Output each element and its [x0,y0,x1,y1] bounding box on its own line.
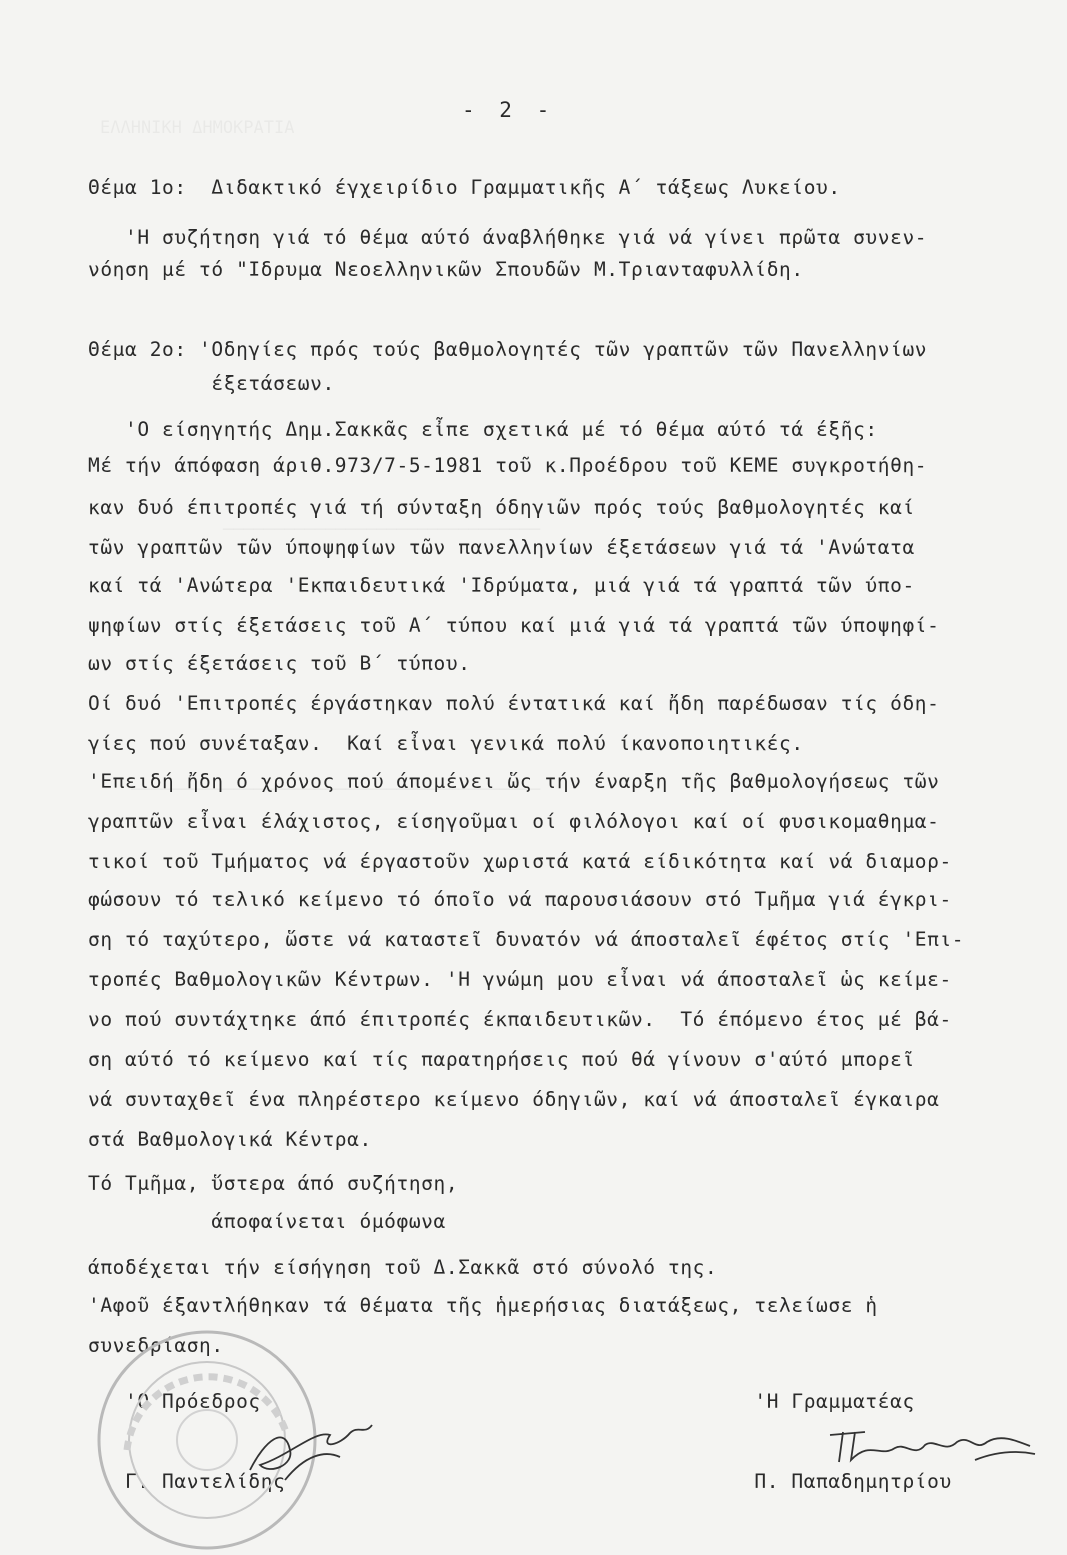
text-line: φώσουν τό τελικό κείμενο τό όποῖο νά παρουσιάσουν στό Τμῆμα γιά έγκρι- [88,888,952,911]
text-line: Θέμα 2ο: 'Οδηγίες πρός τούς βαθμολογητές τῶν γραπτῶν τῶν Πανελληνίων [88,338,928,361]
text-line: γραπτῶν εἶναι έλάχιστος, είσηγοῦμαι οί φιλόλογοι καί οί φυσικομαθημα- [88,810,940,833]
show-through-text [100,118,294,138]
text-line: καν δυό έπιτροπές γιά τή σύνταξη όδηγιῶν πρός τούς βαθμολογητές καί [88,496,915,519]
text-line: τροπές Βαθμολογικῶν Κέντρων. 'Η γνώμη μου εἶναι νά άποσταλεῖ ὡς κείμε- [88,968,952,991]
text-line: ση τό ταχύτερο, ὥστε νά καταστεῖ δυνατόν νά άποσταλεῖ έφέτος στίς 'Επι- [88,928,965,951]
text-line: έξετάσεων. [88,372,335,395]
text-line: στά Βαθμολογικά Κέντρα. [88,1128,372,1151]
text-line: ψηφίων στίς έξετάσεις τοῦ Α΄ τύπου καί μιά γιά τά γραπτά τῶν ύποψηφί- [88,614,940,637]
text-line: 'Ο είσηγητής Δημ.Σακκᾶς εἶπε σχετικά μέ τό θέμα αύτό τά έξῆς: [88,418,878,441]
text-line: 'Η συζήτηση γιά τό θέμα αύτό άναβλήθηκε γιά νά γίνει πρῶτα συνεν- [88,226,928,249]
text-line: καί τά 'Ανώτερα 'Εκπαιδευτικά 'Ιδρύματα, μιά γιά τά γραπτά τῶν ύπο- [88,574,915,597]
page-number: - 2 - [462,98,556,122]
text-line: νόηση μέ τό "Ιδρυμα Νεοελληνικῶν Σπουδῶν Μ.Τριανταφυλλίδη. [88,258,804,281]
text-line: τῶν γραπτῶν τῶν ύποψηφίων τῶν πανελληνίων έξετάσεων γιά τά 'Ανώτατα [88,536,915,559]
signature-secretary-icon [825,1420,1040,1480]
text-line: τικοί τοῦ Τμήματος νά έργαστοῦν χωριστά κατά είδικότητα καί νά διαμορ- [88,850,952,873]
text-line: Τό Τμῆμα, ὕστερα άπό συζήτηση, [88,1172,459,1195]
text-line: ση αύτό τό κείμενο καί τίς παρατηρήσεις πού θά γίνουν σ'αύτό μπορεῖ [88,1048,915,1071]
text-line: 'Αφοῦ έξαντλήθηκαν τά θέματα τῆς ἡμερήσιας διατάξεως, τελείωσε ἡ [88,1294,878,1317]
text-line: άποδέχεται τήν είσήγηση τοῦ Δ.Σακκᾶ στό σύνολό της. [88,1256,718,1279]
text-line: νά συνταχθεῖ ένα πληρέστερο κείμενο όδηγιῶν, καί νά άποσταλεῖ έγκαιρα [88,1088,940,1111]
signature-president-icon [230,1395,400,1490]
text-line: Θέμα 1ο: Διδακτικό έγχειρίδιο Γραμματικῆς Α΄ τάξεως Λυκείου. [88,176,841,199]
text-line: νο πού συντάχτηκε άπό έπιτροπές έκπαιδευτικῶν. Τό έπόμενο έτος μέ βά- [88,1008,952,1031]
signature-titles: 'Ο Πρόεδρος 'Η Γραμματέας [88,1390,915,1413]
text-line: γίες πού συνέταξαν. Καί εἶναι γενικά πολύ ίκανοποιητικές. [88,732,804,755]
text-line: ων στίς έξετάσεις τοῦ Β΄ τύπου. [88,652,471,675]
text-line: άποφαίνεται όμόφωνα [88,1210,446,1233]
text-line: συνεδρίαση. [88,1334,224,1357]
signature-names: Γ. Παντελίδης Π. Παπαδημητρίου [88,1470,952,1493]
text-line: Οί δυό 'Επιτροπές έργάστηκαν πολύ έντατικά καί ἤδη παρέδωσαν τίς όδη- [88,692,940,715]
text-line: Μέ τήν άπόφαση άριθ.973/7-5-1981 τοῦ κ.Προέδρου τοῦ ΚΕΜΕ συγκροτήθη- [88,454,928,477]
text-line: 'Επειδή ἤδη ό χρόνος πού άπομένει ὥς τήν έναρξη τῆς βαθμολογήσεως τῶν [88,770,940,793]
